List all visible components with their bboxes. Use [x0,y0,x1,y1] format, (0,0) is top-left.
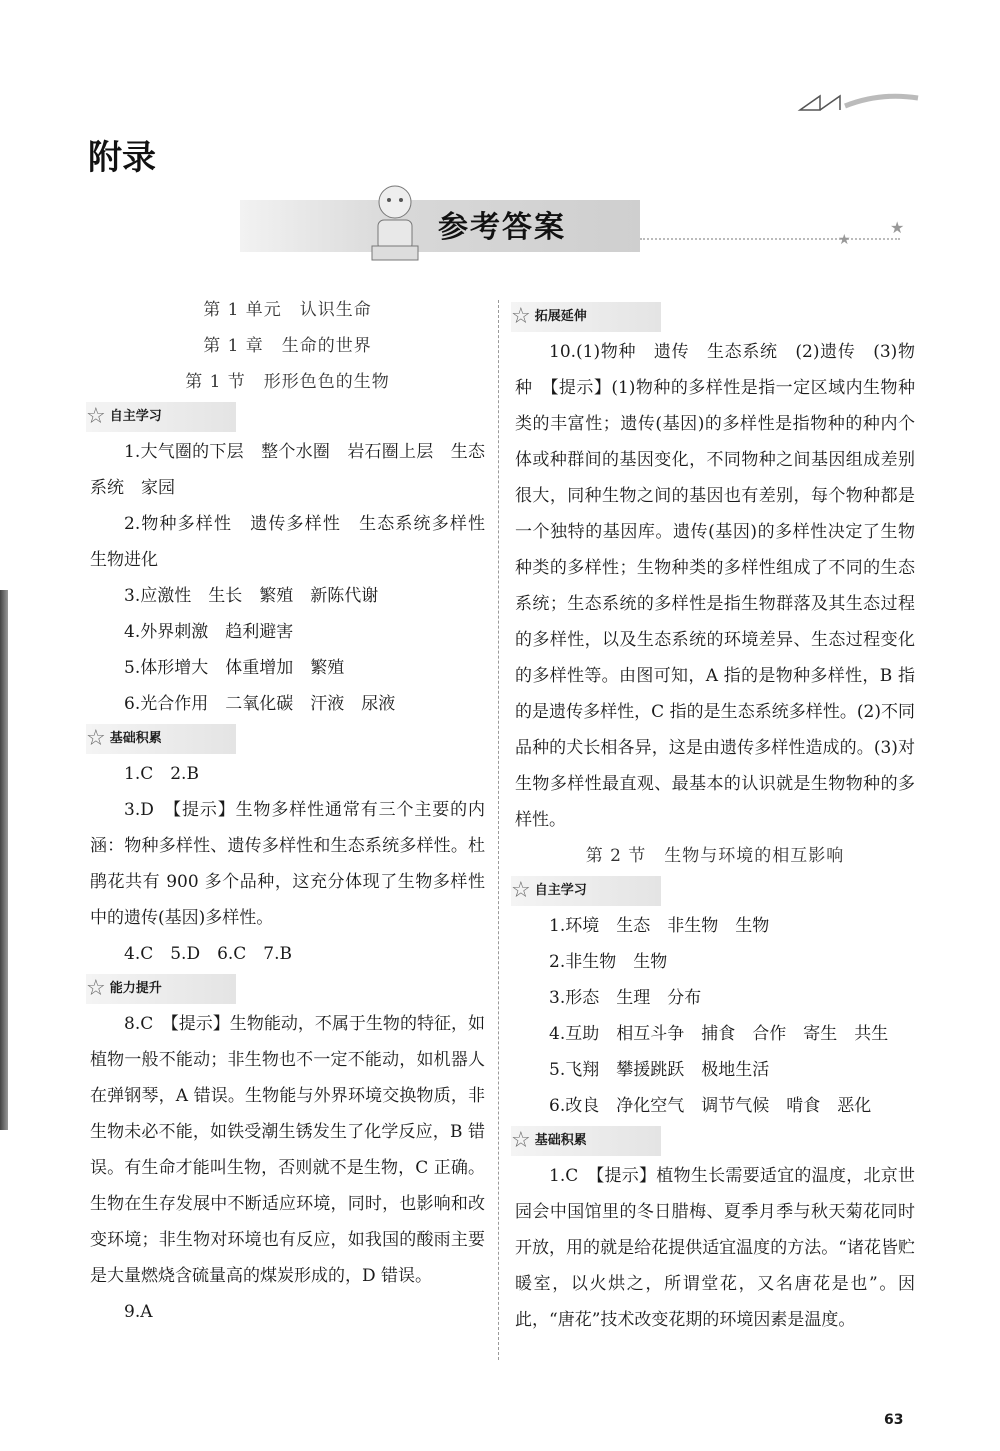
star-outline-icon: ☆ [86,976,106,1001]
section-header-label: 基础积累 [109,731,162,746]
section-header-label: 能力提升 [109,981,162,996]
star-icon: ★ [890,218,905,237]
answer-item: 3.D 【提示】生物多样性通常有三个主要的内涵：物种多样性、遗传多样性和生态系统多样性。杜鹃花共有 900 多个品种，这充分体现了生物多样性中的遗传(基因)多样性。 [90,800,485,928]
answer-item: 8.C 【提示】生物能动，不属于生物的特征，如植物一般不能动；非生物也不一定不能动，如机器人在弹钢琴，A 错误。生物能与外界环境交换物质，非生物未必不能，如铁受潮生锈发生了化学反应，B 错误。有生命才能叫生物，否则就不是生物，C 正确。生物在生存发展中不断适应环境，同时，也影响和改变环境；非生物对环境也有反应，如我国的酸雨主要是大量燃烧含硫量高的煤炭形成的，D 错误。 [90,1014,485,1286]
star-outline-icon: ☆ [511,878,531,903]
star-outline-icon: ☆ [511,1128,531,1153]
star-outline-icon: ☆ [86,404,106,429]
section-header-label: 基础积累 [534,1133,587,1148]
answer-item: 10.(1)物种 遗传 生态系统 (2)遗传 (3)物种 【提示】(1)物种的多样性是指一定区域内生物种类的丰富性；遗传(基因)的多样性是指物种的种内个体或种群间的基因变化，不同物种之间基因组成差别很大，同种生物之间的基因也有差别，每个物种都是一个独特的基因库。遗传(基因)的多样性决定了生物种类的多样性；生物种类的多样性组成了不同的生态系统；生态系统的多样性是指生物群落及其生态过程的多样性，以及生态系统的环境差异、生态过程变化的多样性等。由图可知，A 指的是物种多样性，B 指的是遗传多样性，C 指的是生态系统多样性。(2)不同品种的犬长相各异，这是由遗传多样性造成的。(3)对生物多样性最直观、最基本的认识就是生物物种的多样性。 [515,342,915,830]
banner-dotted-line [640,238,900,240]
page-number: 63 [884,1412,904,1428]
section-header-label: 拓展延伸 [534,309,587,324]
unit-title: 第 1 单元 认识生命 [203,300,372,320]
section-header-tuozhan [511,302,661,332]
answer-item: 3.形态 生理 分布 [549,988,702,1008]
star-icon: ★ [838,232,851,248]
section-header-label: 自主学习 [534,883,587,898]
chapter-title: 第 1 章 生命的世界 [203,336,372,356]
appendix-title: 附录 [88,138,156,178]
answer-item: 2.非生物 生物 [549,952,668,972]
answer-item: 2.物种多样性 遗传多样性 生态系统多样性 生物进化 [90,514,502,570]
banner-title: 参考答案 [438,210,566,245]
answer-item: 1.环境 生态 非生物 生物 [549,916,770,936]
binding-edge [0,590,8,1130]
section-header-zizhu [511,876,661,906]
book-corner-decoration [790,88,920,114]
answer-item: 4.C 5.D 6.C 7.B [124,944,293,964]
answer-banner [240,180,920,280]
answer-item: 5.体形增大 体重增加 繁殖 [124,658,345,678]
column-divider [498,300,499,1360]
star-outline-icon: ☆ [511,304,531,329]
answer-item: 4.互助 相互斗争 捕食 合作 寄生 共生 [549,1024,889,1044]
answer-item: 9.A [124,1302,153,1322]
right-column [511,300,915,1338]
answer-item: 3.应激性 生长 繁殖 新陈代谢 [124,586,379,606]
answer-item: 1.大气圈的下层 整个水圈 岩石圈上层 生态系统 家园 [90,442,485,498]
left-column [86,292,502,1330]
answer-item: 1.C 【提示】植物生长需要适宜的温度，北京世园会中国馆里的冬日腊梅、夏季月季与秋天菊花同时开放，用的就是给花提供适宜温度的方法。“诸花皆贮暖室，以火烘之，所谓堂花，又名唐花是也”。因此，“唐花”技术改变花期的环境因素是温度。 [515,1166,915,1330]
section-header-jichu [86,724,236,754]
answer-item: 6.改良 净化空气 调节气候 啃食 恶化 [549,1096,872,1116]
section-title: 第 2 节 生物与环境的相互影响 [585,846,845,866]
section-header-nengli [86,974,236,1004]
section-header-label: 自主学习 [109,409,162,424]
section-header-jichu [511,1126,661,1156]
section-header-zizhu [86,402,236,432]
section-title: 第 1 节 形形色色的生物 [185,372,390,392]
answer-item: 6.光合作用 二氧化碳 汗液 尿液 [124,694,396,714]
mascot-icon [360,180,430,270]
answer-item: 5.飞翔 攀援跳跃 极地生活 [549,1060,770,1080]
star-outline-icon: ☆ [86,726,106,751]
answer-item: 4.外界刺激 趋利避害 [124,622,294,642]
answer-item: 1.C 2.B [124,764,199,784]
